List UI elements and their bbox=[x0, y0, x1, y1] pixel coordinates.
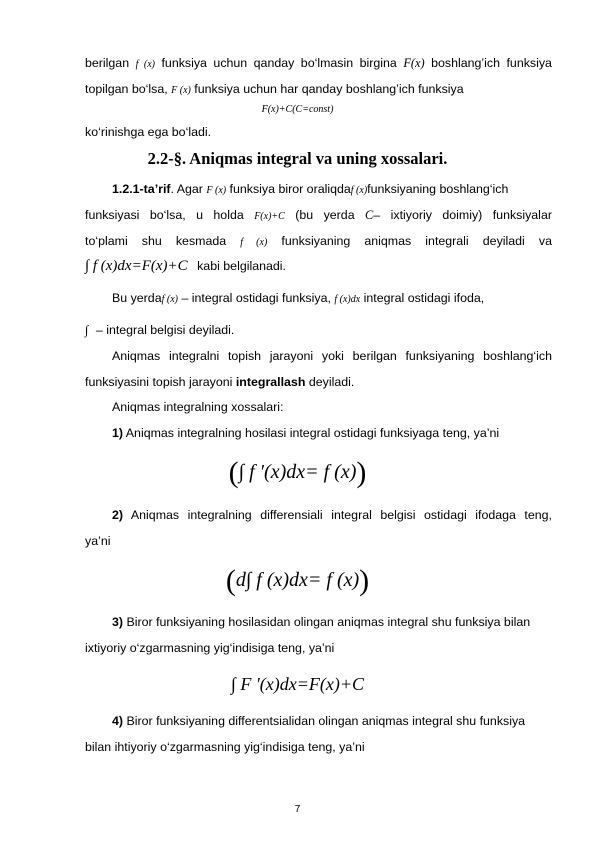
para2-line-1: Aniqmas integralni topish jarayoni yoki berilgan funksiyaning boshlang‘ich bbox=[112, 349, 552, 363]
intro-line-2 bbox=[85, 81, 552, 99]
para2-l2-a: funksiyasini topish jarayoni bbox=[85, 375, 233, 389]
notation-l1-c: integral ostidagi ifoda, bbox=[363, 291, 485, 305]
property-1-text: Aniqmas integralning hosilasi integral ostidagi funksiyaga teng, ya’ni bbox=[125, 426, 500, 440]
para2-l2-c: deyiladi. bbox=[308, 375, 355, 389]
integral-sign-icon: ∫ bbox=[85, 323, 89, 337]
definition-l1-Fx: F (x) bbox=[206, 185, 227, 196]
property-3-formula: ∫ F ′(x)dx=F(x)+C bbox=[230, 674, 365, 694]
definition-l4-text: kabi belgilanadi. bbox=[197, 259, 286, 273]
property-4-line-1 bbox=[112, 713, 552, 729]
notation-l1-a: Bu yerda bbox=[112, 291, 162, 305]
property-2-formula-block: (d∫ f (x)dx= f (x)) bbox=[225, 564, 370, 597]
property-4-text: Biror funksiyaning differentsialidan olingan aniqmas integral shu funksiya bbox=[126, 714, 526, 728]
definition-l2-a: funksiyasi bo‘lsa, u holda bbox=[85, 208, 244, 222]
definition-l3-fx: f (x) bbox=[240, 237, 268, 248]
properties-intro: Aniqmas integralning xossalari: bbox=[112, 400, 284, 414]
definition-l2-C: C bbox=[365, 208, 374, 222]
intro-Fx: F(x) bbox=[403, 56, 425, 70]
property-3-formula-block bbox=[0, 668, 595, 700]
notation-l1-fxdx: f (x)dx bbox=[334, 294, 361, 305]
page-number: 7 bbox=[294, 804, 301, 815]
definition-line-3 bbox=[85, 233, 552, 251]
intro-text-c: boshlang’ich funksiya bbox=[431, 56, 552, 70]
para2-l2-b: integrallash bbox=[235, 375, 306, 389]
definition-l3-b: funksiyaning aniqmas integrali deyiladi va bbox=[281, 234, 552, 248]
notation-l2-text: – integral belgisi deyiladi. bbox=[95, 323, 235, 337]
definition-l1-fx: f (x) bbox=[350, 185, 368, 196]
intro-text-b: funksiya uchun qanday bo‘lmasin birgina bbox=[161, 56, 397, 70]
property-1-formula-block: (∫ f ′(x)dx= f (x)) bbox=[228, 456, 367, 489]
section-title: 2.2-§. Aniqmas integral va uning xossalari. bbox=[147, 149, 448, 168]
property-3-line-1 bbox=[112, 614, 552, 630]
notation-line-2 bbox=[85, 322, 552, 338]
notation-l1-b: – integral ostidagi funksiya, bbox=[181, 291, 331, 305]
property-4-number: 4) bbox=[112, 714, 124, 728]
intro-fx: f (x) bbox=[135, 59, 155, 70]
property-1-line bbox=[112, 425, 552, 441]
definition-l1-b: funksiya biror oraliqda bbox=[229, 182, 351, 196]
definition-l3-a: to‘plami shu kesmada bbox=[85, 234, 227, 248]
property-1-formula: ∫ f ′(x)dx= f (x) bbox=[238, 461, 357, 483]
property-2-number: 2) bbox=[112, 508, 124, 522]
property-3-number: 3) bbox=[112, 615, 124, 629]
intro-line-3: ko‘rinishga ega bo‘ladi. bbox=[85, 125, 212, 139]
definition-label: 1.2.1-ta’rif bbox=[112, 182, 171, 196]
definition-line-4 bbox=[85, 258, 552, 274]
definition-l2-c: – ixtiyoriy doimiy) funksiyalar bbox=[373, 208, 552, 222]
intro-line2-a: topilgan bo‘lsa, bbox=[85, 82, 168, 96]
intro-formula: F(x)+C(C=const) bbox=[261, 104, 334, 115]
property-2-line-1 bbox=[112, 507, 552, 523]
notation-line-1 bbox=[112, 290, 552, 308]
definition-l1-a: . Agar bbox=[170, 182, 203, 196]
intro-text-a: berilgan bbox=[85, 56, 130, 70]
intro-line2-b: funksiya uchun har qanday boshlang’ich funksiya bbox=[194, 82, 464, 96]
property-3-text: Biror funksiyaning hosilasidan olingan aniqmas integral shu funksiya bilan bbox=[126, 615, 531, 629]
definition-formula: ∫ f (x)dx=F(x)+C bbox=[85, 258, 188, 274]
definition-l2-b: (bu yerda bbox=[295, 208, 355, 222]
para2-line-2 bbox=[85, 374, 552, 390]
property-4-line-2: bilan ihtiyoriy o‘zgarmasning yig‘indisiga teng, ya’ni bbox=[85, 740, 365, 754]
intro-line-1 bbox=[85, 55, 552, 73]
property-3-line-2: ixtiyoriy o‘zgarmasning yig‘indisiga teng, ya’ni bbox=[85, 641, 335, 655]
property-1-number: 1) bbox=[112, 426, 124, 440]
definition-line-1 bbox=[112, 181, 552, 199]
property-2-line-2: ya’ni bbox=[85, 534, 111, 548]
definition-l2-F: F(x)+C bbox=[254, 211, 285, 222]
intro-line2-Fx: F (x) bbox=[171, 85, 191, 96]
property-2-text: Aniqmas integralning differensiali integral belgisi ostidagi ifodaga teng, bbox=[130, 508, 552, 522]
property-2-formula: d∫ f (x)dx= f (x) bbox=[235, 569, 360, 591]
notation-l1-fx: f (x) bbox=[161, 294, 178, 305]
definition-line-2 bbox=[85, 207, 552, 225]
definition-l1-c: funksiyaning boshlang‘ich bbox=[367, 182, 509, 196]
